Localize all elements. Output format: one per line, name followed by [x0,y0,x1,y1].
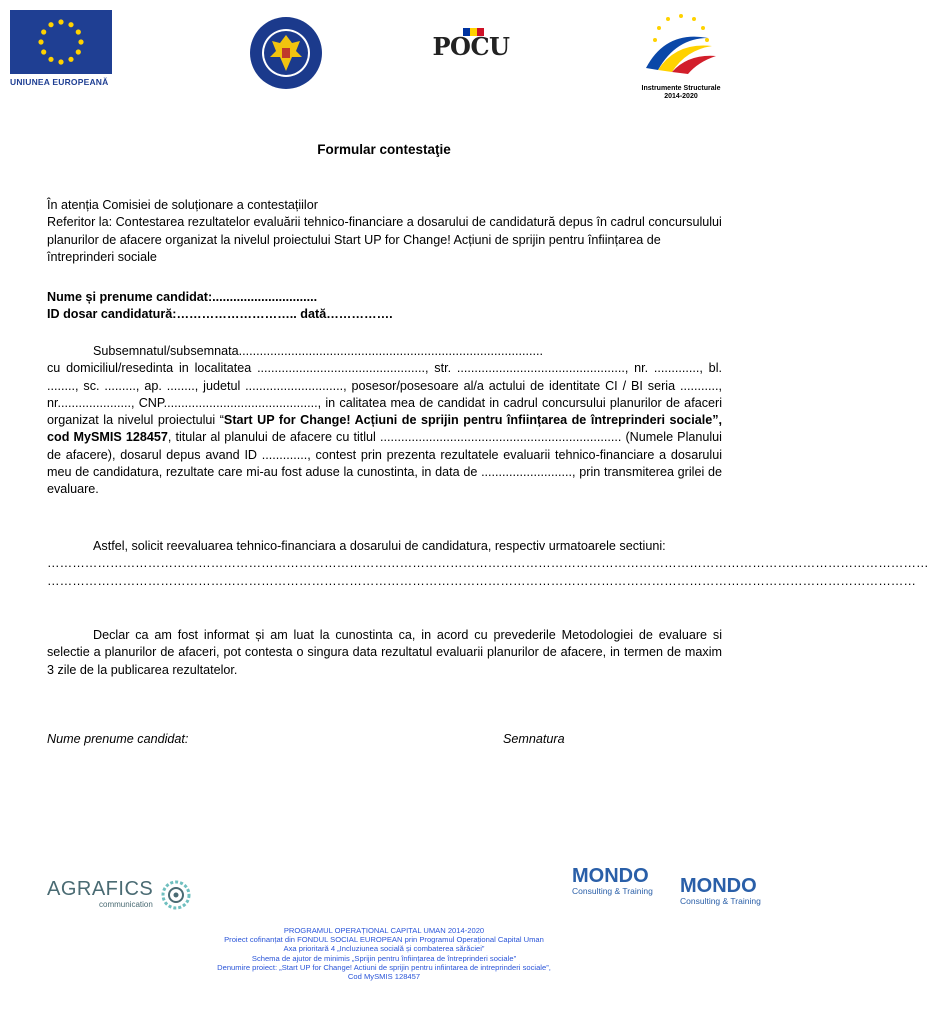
mondo-sub-1: Consulting & Training [572,886,653,896]
eu-flag-icon [10,10,112,74]
government-seal-logo [248,15,324,91]
agrafics-sub: communication [99,900,153,909]
declaration-paragraph [47,343,722,499]
agrafics-emblem-icon [161,880,191,910]
agrafics-logo [47,878,197,918]
declaration-text-b: , titular al planului de afacere cu titlul ..................................................................... (Numele Planului de afacere), dosarul depus avand ID ............., contest prin prezenta rezultatele evaluarii tehnico-financiare a dosarului meu de candidatura, rezultate care mi-au fost aduse la cunostinta, in data de .........................., prin transmiterea grilei de evaluare. [47,430,722,497]
mondo-text-1: MONDO [572,865,649,887]
mondo-logo-2 [680,876,768,916]
declaration-text-a: cu domiciliul/resedinta in localitatea ................................................, str. ................................................, nr. ............., bl. ........, sc. ........., ap. ........, judetul ............................, posesor/posesoare al/a actului de identitate CI / BI seria ..........., nr....................., CNP............................................, in calitatea mea de candidat in cadrul concursului planurilor de afaceri organizat la nivelul proiectului “ [47,361,722,428]
instrumente-structurale-icon [636,10,726,80]
pocu-text: POCU [432,32,510,61]
is-label-line2: 2014-2020 [664,93,698,100]
footer-line-5: Denumire proiect: „Start UP for Change! Actiuni de sprijin pentru infiintarea de intreprinderi sociale”, [217,962,551,972]
footer-line-1: PROGRAMUL OPERAȚIONAL CAPITAL UMAN 2014-2020 [283,926,485,935]
intro-reference: Referitor la: Contestarea rezultatelor evaluării tehnico-financiare a dosarului de candidatură depus în cadrul concursulului planurilor de afacere organizat la nivelul proiectului Start UP for Change! Acțiuni de sprijin pentru înființarea de întreprinderi sociale [47,215,722,264]
intro-block [47,197,722,266]
mondo-logo-1 [572,866,662,906]
undersigned-line: Subsemnatul/subsemnata....................................................................................... [93,344,544,358]
instrumente-structurale-logo [636,10,726,102]
program-footer [120,926,648,981]
statement-text: Declar ca am fost informat și am luat la cunostinta ca, in acord cu prevederile Metodologiei de evaluare si selectie a planurilor de afaceri, pot contesta o singura data rezultatul evaluarii planurilor de afacere, in termen de maxim 3 zile de la publicarea rezultatelor. [47,628,722,677]
dossier-id-field: ID dosar candidatură:……………………….. dată……………. [47,307,393,322]
statement-paragraph [47,627,722,679]
signature-label: Semnatura [503,732,565,746]
eu-logo [10,10,112,88]
pocu-logo [426,22,516,72]
footer-line-3: Axa prioritară 4 „Incluziunea socială și combaterea sărăciei” [283,944,485,954]
footer-line-2: Proiect cofinanțat din FONDUL SOCIAL EUROPEAN prin Programul Operațional Capital Uman [224,935,544,945]
intro-attention: În atenția Comisiei de soluționare a contestațiilor [47,198,318,212]
sections-dots-line-2: ……………………………………………………………………………………………………………………………………………………………………………………… [47,573,916,588]
sections-dots-line-1: ………………………………………………………………………………………………………………………………………………………………………………………… [47,556,929,571]
mondo-sub-2: Consulting & Training [680,896,761,906]
is-label-line1: Instrumente Structurale [641,85,721,92]
project-name-bold: Start UP for Change! Acțiuni de sprijin pentru înființarea de întreprinderi sociale”, cod MySMIS 128457 [47,413,722,445]
candidate-name-field: Nume și prenume candidat:.............................. [47,290,318,304]
eu-label: UNIUNEA EUROPEANĂ [10,77,109,87]
candidate-fields [47,289,722,324]
footer-line-4: Schema de ajutor de minimis „Sprijin pentru înființarea de întreprinderi sociale” [251,953,517,963]
mondo-text-2: MONDO [680,875,757,897]
reevaluation-text: Astfel, solicit reevaluarea tehnico-financiara a dosarului de candidatura, respectiv urmatoarele sectiuni: [93,539,666,553]
footer-line-6: Cod MySMIS 128457 [347,972,421,982]
agrafics-text: AGRAFICS [47,878,154,900]
form-title: Formular contestaţie [317,142,451,157]
reevaluation-paragraph [47,538,929,590]
signature-name-label: Nume prenume candidat: [47,732,189,746]
